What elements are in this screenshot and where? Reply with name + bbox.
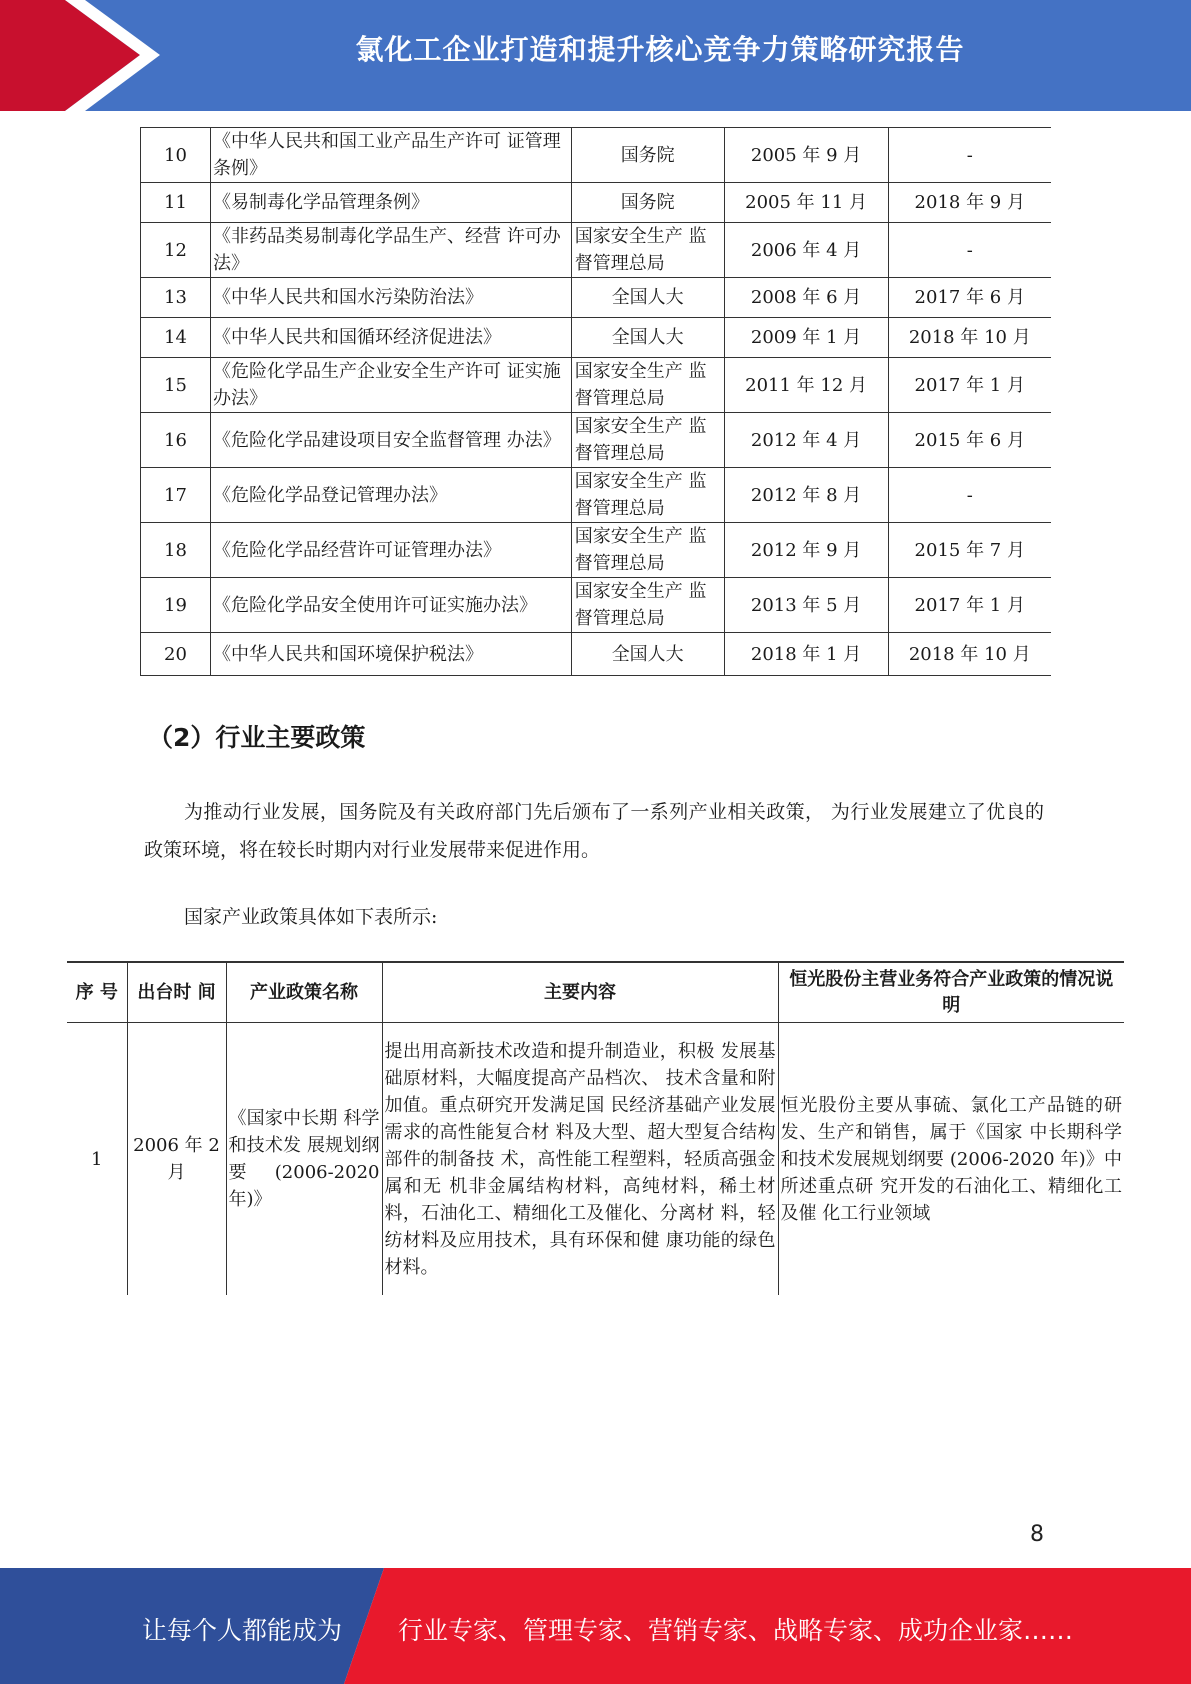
issue-date: 2018 年 1 月 <box>724 633 888 676</box>
footer-slogan-left: 让每个人都能成为 <box>142 1616 343 1645</box>
row-no: 14 <box>141 318 211 358</box>
revision-date: - <box>888 468 1051 523</box>
table-row <box>141 278 1052 318</box>
row-no: 11 <box>141 183 211 223</box>
table-row <box>67 1023 1124 1296</box>
law-name: 《危险化学品安全使用许可证实施办法》 <box>210 578 571 633</box>
issue-date: 2005 年 11 月 <box>724 183 888 223</box>
issuer: 国家安全生产 监督管理总局 <box>571 468 724 523</box>
row-no: 12 <box>141 223 211 278</box>
table-row <box>141 223 1052 278</box>
table-header-row <box>67 962 1124 1023</box>
law-name: 《中华人民共和国水污染防治法》 <box>210 278 571 318</box>
issue-date: 2012 年 9 月 <box>724 523 888 578</box>
issuer: 国务院 <box>571 183 724 223</box>
law-name: 《危险化学品经营许可证管理办法》 <box>210 523 571 578</box>
revision-date: 2015 年 7 月 <box>888 523 1051 578</box>
row-no: 1 <box>67 1023 127 1296</box>
row-no: 20 <box>141 633 211 676</box>
table-row <box>141 413 1052 468</box>
table-row <box>141 633 1052 676</box>
law-name: 《危险化学品建设项目安全监督管理 办法》 <box>210 413 571 468</box>
header-no: 序 号 <box>67 962 127 1023</box>
law-name: 《危险化学品登记管理办法》 <box>210 468 571 523</box>
table-row <box>141 183 1052 223</box>
table-row <box>141 523 1052 578</box>
law-table <box>140 127 1051 676</box>
row-no: 16 <box>141 413 211 468</box>
issue-date: 2011 年 12 月 <box>724 358 888 413</box>
issue-date: 2005 年 9 月 <box>724 128 888 183</box>
issuer: 全国人大 <box>571 633 724 676</box>
revision-date: - <box>888 223 1051 278</box>
revision-date: 2018 年 10 月 <box>888 633 1051 676</box>
issuer: 国务院 <box>571 128 724 183</box>
policy-name: 《国家中长期 科学和技术发 展规划纲要 (2006-2020 年)》 <box>226 1023 382 1296</box>
issuer: 全国人大 <box>571 278 724 318</box>
intro-paragraph: 为推动行业发展，国务院及有关政府部门先后颁布了一系列产业相关政策， 为行业发展建立了优良的政策环境，将在较长时期内对行业发展带来促进作用。 <box>144 801 1044 861</box>
issue-date: 2012 年 4 月 <box>724 413 888 468</box>
issue-date: 2013 年 5 月 <box>724 578 888 633</box>
table-row <box>141 468 1052 523</box>
report-title: 氯化工企业打造和提升核心竞争力策略研究报告 <box>355 33 965 66</box>
issuer: 国家安全生产 监督管理总局 <box>571 358 724 413</box>
law-name: 《中华人民共和国环境保护税法》 <box>210 633 571 676</box>
policy-table <box>67 961 1124 1295</box>
row-no: 13 <box>141 278 211 318</box>
revision-date: 2018 年 10 月 <box>888 318 1051 358</box>
policy-explanation: 恒光股份主要从事硫、氯化工产品链的研发、生产和销售，属于《国家 中长期科学和技术发展规划纲要 (2006-2020 年)》中所述重点研 究开发的石油化工、精细化工及催 化工行业领域 <box>780 1094 1122 1224</box>
issuer: 全国人大 <box>571 318 724 358</box>
row-no: 19 <box>141 578 211 633</box>
revision-date: 2017 年 1 月 <box>888 578 1051 633</box>
row-no: 10 <box>141 128 211 183</box>
issue-date: 2009 年 1 月 <box>724 318 888 358</box>
issuer: 国家安全生产 监督管理总局 <box>571 523 724 578</box>
table-row <box>141 358 1052 413</box>
issuer: 国家安全生产 监督管理总局 <box>571 413 724 468</box>
revision-date: 2017 年 1 月 <box>888 358 1051 413</box>
table-row <box>141 128 1052 183</box>
row-no: 18 <box>141 523 211 578</box>
law-name: 《危险化学品生产企业安全生产许可 证实施办法》 <box>210 358 571 413</box>
revision-date: 2017 年 6 月 <box>888 278 1051 318</box>
row-no: 17 <box>141 468 211 523</box>
header-policy-name: 产业政策名称 <box>226 962 382 1023</box>
revision-date: 2015 年 6 月 <box>888 413 1051 468</box>
header-explanation: 恒光股份主营业务符合产业政策的情况说明 <box>778 962 1124 1023</box>
header-content: 主要内容 <box>382 962 778 1023</box>
revision-date: - <box>888 128 1051 183</box>
page-number: 8 <box>1030 1522 1044 1547</box>
table-intro-note: 国家产业政策具体如下表所示: <box>184 906 438 928</box>
issue-date: 2006 年 4 月 <box>724 223 888 278</box>
page-header <box>0 0 1191 111</box>
policy-date: 2006 年 2 月 <box>127 1023 226 1296</box>
law-name: 《易制毒化学品管理条例》 <box>210 183 571 223</box>
row-no: 15 <box>141 358 211 413</box>
table-row <box>141 318 1052 358</box>
header-date: 出台时 间 <box>127 962 226 1023</box>
issuer: 国家安全生产 监督管理总局 <box>571 223 724 278</box>
law-name: 《中华人民共和国工业产品生产许可 证管理条例》 <box>210 128 571 183</box>
issue-date: 2012 年 8 月 <box>724 468 888 523</box>
issue-date: 2008 年 6 月 <box>724 278 888 318</box>
policy-content: 提出用高新技术改造和提升制造业，积极 发展基础原材料，大幅度提高产品档次、 技术含量和附加值。重点研究开发满足国 民经济基础产业发展需求的高性能复合材 料及大型、超大型复合结构部件的制备技 术，高性能工程塑料，轻质高强金属和无 机非金属结构材料，高纯材料，稀土材 料，石油化工、精细化工及催化、分离材 料，轻纺材料及应用技术，具有环保和健 康功能的绿色材料。 <box>382 1023 778 1296</box>
table-row <box>141 578 1052 633</box>
revision-date: 2018 年 9 月 <box>888 183 1051 223</box>
law-name: 《中华人民共和国循环经济促进法》 <box>210 318 571 358</box>
issuer: 国家安全生产 监督管理总局 <box>571 578 724 633</box>
page-footer <box>0 1568 1191 1684</box>
footer-slogan-right: 行业专家、管理专家、营销专家、战略专家、成功企业家…… <box>398 1616 1074 1645</box>
section-heading: （2）行业主要政策 <box>148 723 366 752</box>
law-name: 《非药品类易制毒化学品生产、经营 许可办法》 <box>210 223 571 278</box>
